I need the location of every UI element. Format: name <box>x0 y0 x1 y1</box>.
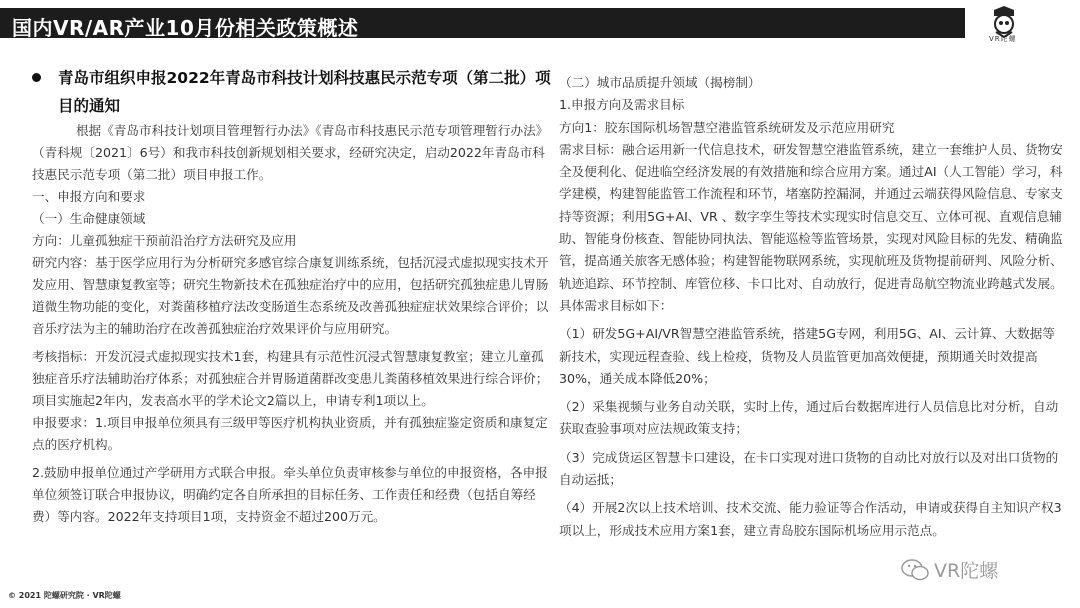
header-bar <box>0 0 1080 44</box>
direction-goals-heading: 1.申报方向及需求目标 <box>559 97 685 113</box>
goal-2-text: （2）采集视频与业务自动关联，实时上传，通过后台数据库进行人员信息比对分析，自动获取查验事项对应法规政策支持； <box>559 399 1059 437</box>
bullet-icon <box>32 73 41 82</box>
city-quality-heading: （二）城市品质提升领域（揭榜制） <box>559 75 761 90</box>
joint-application-text: 2.鼓励申报单位通过产学研用方式联合申报。牵头单位负责审核参与单位的申报资格，各申报单位须签订联合申报协议，明确约定各自所承担的目标任务、工作责任和经费（包括自筹经费）等内容。2022年支持项目1项，支持资金不超过200万元。 <box>32 465 548 524</box>
left-column <box>32 64 554 528</box>
headline-text: 青岛市组织申报2022年青岛市科技计划科技惠民示范专项（第二批）项目的通知 <box>58 69 551 115</box>
direction-1-text: 方向1：胶东国际机场智慧空港监管系统研发及示范应用研究 <box>559 119 895 135</box>
footer-copyright: © 2021 陀螺研究院 · VR陀螺 <box>8 591 121 600</box>
section-heading: 一、申报方向和要求 <box>32 189 146 204</box>
logo-text: VR陀螺 <box>989 35 1017 43</box>
research-content-text: 研究内容：基于医学应用行为分析研究多感官综合康复训练系统，包括沉浸式虚拟现实技术开发应用、智慧康复教室等；研究生物新技术在孤独症治疗中的应用，包括研究孤独症患儿胃肠道微生物功能的变化，对粪菌移植疗法改变肠道生态系统及改善孤独症症状效果综合评价；以音乐疗法为主的辅助治疗在改善孤独症治疗效果评价与应用研究。 <box>32 255 549 336</box>
wechat-icon <box>900 558 930 582</box>
goal-3-text: （3）完成货运区智慧卡口建设，在卡口实现对进口货物的自动比对放行以及对出口货物的自动运抵； <box>559 449 1059 488</box>
demand-goals-text: 需求目标：融合运用新一代信息技术，研发智慧空港监管系统，建立一套维护人员、货物安全及便利化、促进临空经济发展的有效措施和综合应用方案。通过AI（人工智能）学习，科学建模，构建智能监管工作流程和环节，堵塞防控漏洞，并通过云端获得风险信息、专家支持等资源；利用5G+AI、VR 、数字孪生等技术实现实时信息交互、立体可视、直观信息辅助、智能身份核查、智能协同执法、智能巡检等监管场景，实现对风险目标的先发、精确监管，提高通关旅客无感体验；构建智能物联网系统，实现航班及货物提前研判、风险分析、轨迹追踪、环节控制、库管位移、卡口比对、自动放行，促进青岛航空物流业跨越式发展。具体需求目标如下： <box>559 141 1063 313</box>
notice-headline <box>32 64 554 120</box>
right-column <box>559 72 1067 542</box>
direction-text: 方向：儿童孤独症干预前沿治疗方法研究及应用 <box>32 233 297 248</box>
intro-paragraph: 根据《青岛市科技计划项目管理暂行办法》《青岛市科技惠民示范专项管理暂行办法》（青科规〔2021〕6号）和我市科技创新规划相关要求，经研究决定，启动2022年青岛市科技惠民示范专项（第二批）项目申报工作。 <box>32 123 549 182</box>
goal-4-text: （4）开展2次以上技术培训、技术交流、能力验证等合作活动，申请或获得自主知识产权3项以上，形成技术应用方案1套，建立青岛胶东国际机场应用示范点。 <box>559 500 1062 538</box>
assessment-indicators-text: 考核指标：开发沉浸式虚拟现实技术1套，构建具有示范性沉浸式智慧康复教室；建立儿童孤独症音乐疗法辅助治疗体系；对孤独症合并胃肠道菌群改变患儿粪菌移植效果进行综合评价；项目实施起2年内，发表高水平的学术论文2篇以上，申请专利1项以上。 <box>32 349 549 408</box>
watermark-text: VR陀螺 <box>934 560 999 582</box>
subsection-heading: （一）生命健康领域 <box>32 211 146 226</box>
goal-1-text: （1）研发5G+AI/VR智慧空港监管系统，搭建5G专网，利用5G、AI、云计算、大数据等新技术，实现远程查验、线上检疫，货物及人员监管更加高效便捷，预期通关时效提高30%，通关成本降低20%； <box>559 326 1055 386</box>
application-requirements-text: 申报要求：1.项目申报单位须具有三级甲等医疗机构执业资质，并有孤独症鉴定资质和康复定点的医疗机构。 <box>32 415 548 452</box>
page-title: 国内VR/AR产业10月份相关政策概述 <box>12 16 359 40</box>
